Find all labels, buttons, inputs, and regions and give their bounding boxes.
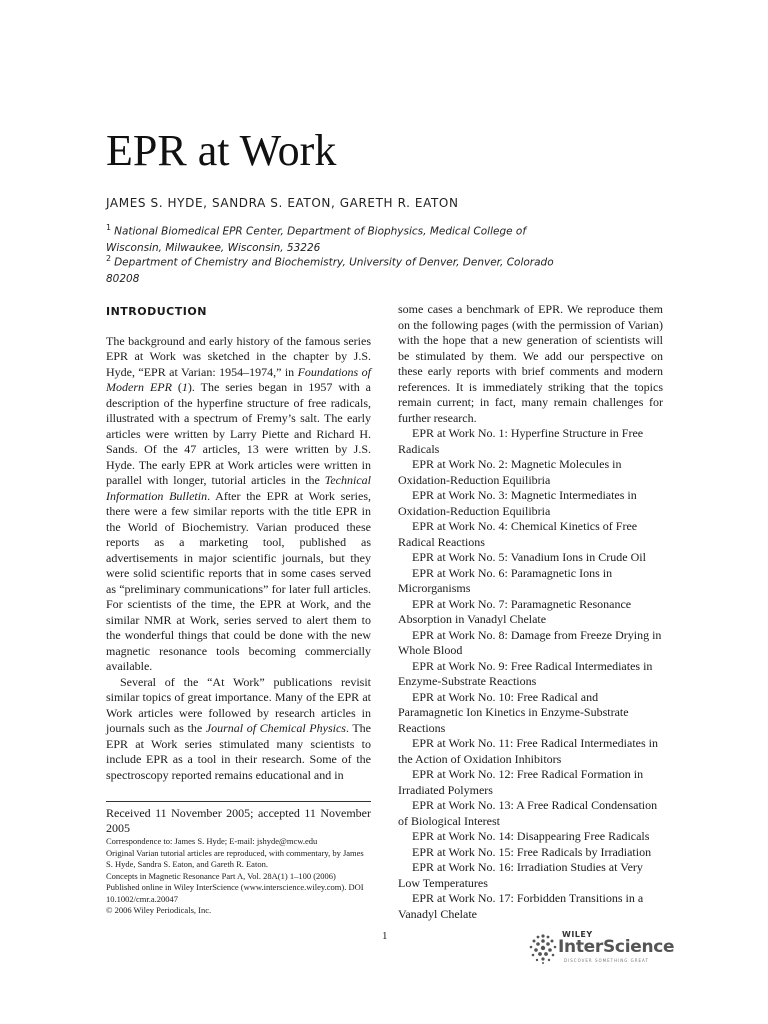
logo-name: InterScience [558, 937, 675, 957]
continued-paragraph: some cases a benchmark of EPR. We reproduce them on the following pages (with the permission of Varian) with the hope that a new generation of scientists will be stimulated by them. We add our perspective on these early reports with brief comments and modern references. It is immediately striking that the topics remain current; in fact, many remain challenges for further research. [398, 302, 663, 425]
section-heading: INTRODUCTION [106, 305, 207, 318]
text-run: The background and early history of the famous series EPR at Work was sketched in the chapter by J.S. Hyde, “EPR at Varian: 1954–1974,” in [106, 333, 371, 379]
affiliation-text: Department of Chemistry and Biochemistry, University of Denver, Denver, Colorado 80208 [106, 256, 554, 285]
work-list-item: EPR at Work No. 9: Free Radical Intermediates in Enzyme-Substrate Reactions [398, 658, 653, 688]
copyright-note: © 2006 Wiley Periodicals, Inc. [106, 905, 212, 915]
correspondence-note: Correspondence to: James S. Hyde; E-mail: jshyde@mcw.edu [106, 836, 318, 846]
journal-title: Journal of Chemical Physics [205, 721, 346, 735]
bulletin-title: Technical Information Bulletin [106, 473, 371, 503]
work-list-item: EPR at Work No. 7: Paramagnetic Resonance Absorption in Vanadyl Chelate [398, 596, 632, 626]
work-list-item: EPR at Work No. 1: Hyperfine Structure in Free Radicals [398, 426, 644, 456]
intro-paragraph-2 [106, 675, 371, 784]
work-list-item: EPR at Work No. 8: Damage from Freeze Drying in Whole Blood [398, 627, 662, 657]
affiliation-text: National Biomedical EPR Center, Department of Biophysics, Medical College of Wisconsin, Milwaukee, Wisconsin, 53226 [106, 225, 527, 254]
affiliation-number: 1 [106, 223, 112, 232]
text-run: . After the EPR at Work series, there were a few similar reports with the title EPR in the World of Biochemistry. Varian produced these reports as a marketing tool, published as advertisements in major scientific journals, but they were solid scientific reports that in some cases served as “preliminary communications” for later full articles. For scientists of the time, the EPR at Work, and the similar NMR at Work, series served to alert them to the wonderful things that could be done with the new magnetic resonance tools becoming commercially available. [106, 488, 372, 673]
dotted-globe-icon [528, 932, 558, 966]
affiliation-number: 2 [106, 254, 112, 263]
logo-brand: WILEY [562, 930, 593, 939]
right-column [398, 302, 663, 922]
reproduction-note: Original Varian tutorial articles are reproduced, with commentary, by James S. Hyde, Sandra S. Eaton, and Gareth R. Eaton. [106, 847, 364, 869]
work-list-item: EPR at Work No. 10: Free Radical and Paramagnetic Ion Kinetics in Enzyme-Substrate Reactions [398, 689, 629, 735]
author-list: JAMES S. HYDE, SANDRA S. EATON, GARETH R. EATON [106, 196, 459, 210]
page-number: 1 [382, 930, 388, 942]
work-list-item: EPR at Work No. 6: Paramagnetic Ions in Microrganisms [398, 565, 613, 595]
text-run: Several of the “At Work” publications revisit similar topics of great importance. Many of the EPR at Work articles were followed by research articles in journals such as the [106, 674, 371, 735]
work-list-item: EPR at Work No. 3: Magnetic Intermediates in Oxidation-Reduction Equilibria [398, 488, 637, 518]
text-run: ( [171, 380, 182, 394]
received-date: Received 11 November 2005; accepted 11 November 2005 [106, 806, 371, 835]
logo-tagline: DISCOVER SOMETHING GREAT [564, 958, 649, 963]
work-list-item: EPR at Work No. 11: Free Radical Intermediates in the Action of Oxidation Inhibitors [398, 736, 658, 766]
text-run: ). The series began in 1957 with a description of the hyperfine structure of free radicals, illustrated with a spectrum of Fremy’s salt. The early articles were written by Larry Piette and Richard H. Sands. Of the 47 articles, 13 were written by J.S. Hyde. The early EPR at Work articles were written in parallel with longer, tutorial articles in the [106, 380, 372, 487]
work-list-item: EPR at Work No. 13: A Free Radical Condensation of Biological Interest [398, 798, 658, 828]
work-list-item: EPR at Work No. 16: Irradiation Studies at Very Low Temperatures [398, 860, 643, 890]
footnote-divider [106, 801, 371, 802]
work-list-item: EPR at Work No. 2: Magnetic Molecules in Oxidation-Reduction Equilibria [398, 457, 622, 487]
work-list-item: EPR at Work No. 4: Chemical Kinetics of Free Radical Reactions [398, 519, 638, 549]
text-run: . The EPR at Work series stimulated many scientists to include EPR as a tool in their research. Some of the spectroscopy reported remains educational and in [106, 721, 371, 782]
work-list-item: EPR at Work No. 17: Forbidden Transitions in a Vanadyl Chelate [398, 891, 644, 921]
work-list-item: EPR at Work No. 15: Free Radicals by Irradiation [412, 844, 652, 859]
book-title: Foundations of Modern EPR [106, 364, 371, 394]
wiley-interscience-logo [528, 928, 675, 968]
works-list [398, 426, 663, 922]
work-list-item: EPR at Work No. 12: Free Radical Formation in Irradiated Polymers [398, 767, 644, 797]
work-list-item: EPR at Work No. 14: Disappearing Free Radicals [412, 829, 650, 843]
publication-note: Published online in Wiley InterScience (www.interscience.wiley.com). DOI 10.1002/cmr.a.20047 [106, 882, 364, 904]
journal-citation: Concepts in Magnetic Resonance Part A, Vol. 28A(1) 1–100 (2006) [106, 870, 336, 881]
article-title: EPR at Work [106, 126, 337, 175]
reference-number[interactable]: 1 [181, 380, 188, 394]
left-column [106, 300, 371, 917]
work-list-item: EPR at Work No. 5: Vanadium Ions in Crude Oil [412, 550, 646, 564]
affiliation-2 [106, 251, 576, 287]
intro-paragraph-1 [106, 334, 371, 675]
